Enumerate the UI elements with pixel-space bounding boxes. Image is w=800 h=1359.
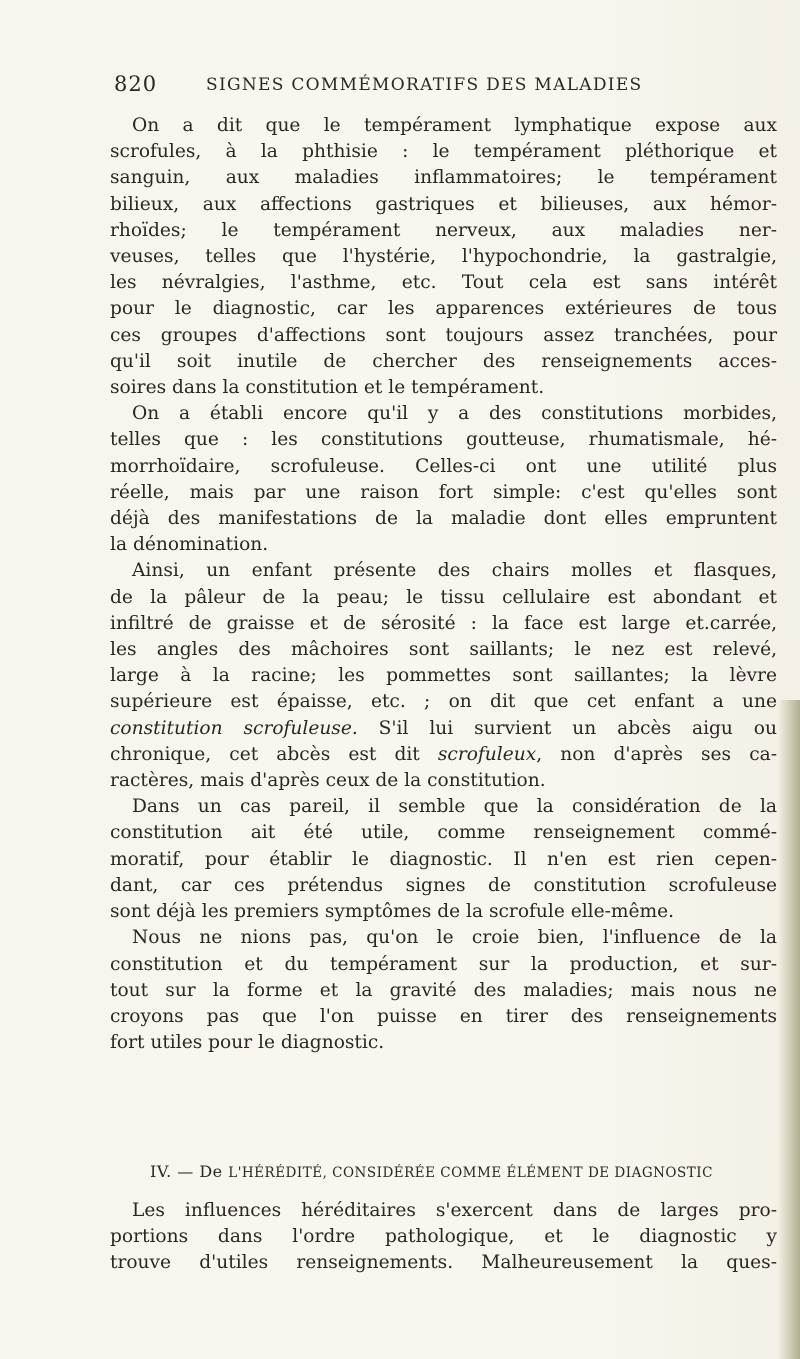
text-line: déjà des manifestations de la maladie dont elles empruntent (110, 508, 777, 530)
text-line: On a établi encore qu'il y a des constitutions morbides, (132, 403, 777, 425)
text-line: fort utiles pour le diagnostic. (110, 1032, 385, 1054)
text-line: croyons pas que l'on puisse en tirer des renseignements (110, 1005, 777, 1027)
text-line: large à la racine; les pommettes sont saillantes; la lèvre (110, 665, 777, 687)
text-line: pour le diagnostic, car les apparences extérieures de tous (110, 298, 777, 320)
text-line: infiltré de graisse et de sérosité : la face est large et.carrée, (110, 612, 777, 634)
italic-phrase: constitution scrofuleuse. (110, 717, 358, 739)
paragraph (110, 558, 777, 794)
paragraph (110, 925, 777, 1056)
paragraph (110, 1198, 777, 1277)
paragraph (110, 113, 777, 401)
text-line: les angles des mâchoires sont saillants; le nez est relevé, (110, 639, 777, 661)
running-title: SIGNES COMMÉMORATIFS DES MALADIES (206, 75, 643, 95)
text-line: constitution et du tempérament sur la production, et sur- (110, 953, 777, 975)
section-dash: — (171, 1162, 200, 1181)
text-line: supérieure est épaisse, etc. ; on dit que cet enfant a une (110, 691, 777, 713)
text-line: constitution ait été utile, comme renseignement commé- (110, 822, 777, 844)
text-line: moratif, pour établir le diagnostic. Il n'en est rien cepen- (110, 848, 777, 870)
paragraph (110, 401, 777, 558)
text-line: Les influences héréditaires s'exercent dans de larges pro- (132, 1200, 777, 1221)
text-line: On a dit que le tempérament lymphatique expose aux (132, 115, 777, 136)
text-line: veuses, telles que l'hystérie, l'hypochondrie, la gastralgie, (110, 246, 777, 268)
text-line: réelle, mais par une raison fort simple: c'est qu'elles sont (110, 481, 777, 503)
page-edge-shadow (778, 700, 800, 1359)
text-line: tout sur la forme et la gravité des maladies; mais nous ne (110, 979, 777, 1001)
text-line: les névralgies, l'asthme, etc. Tout cela est sans intérêt (110, 272, 777, 294)
text-line: portions dans l'ordre pathologique, et le diagnostic y (110, 1226, 777, 1248)
section-heading (150, 1162, 713, 1181)
section-number: IV. (150, 1162, 172, 1181)
text-fragment: , non d'après ses ca- (536, 743, 777, 765)
text-line: de la pâleur de la peau; le tissu cellulaire est abondant et (110, 586, 777, 608)
text-line: Nous ne nions pas, qu'on le croie bien, l'influence de la (132, 927, 777, 949)
text-line: Ainsi, un enfant présente des chairs molles et flasques, (132, 560, 777, 582)
text-line: qu'il soit inutile de chercher des renseignements acces- (110, 350, 777, 372)
section-body (110, 1198, 777, 1277)
text-line: Dans un cas pareil, il semble que la considération de la (132, 796, 777, 818)
text-line: la dénomination. (110, 534, 269, 556)
text-line: bilieux, aux affections gastriques et bilieuses, aux hémor- (110, 193, 777, 215)
body-text (110, 113, 777, 1056)
text-line: telles que : les constitutions goutteuse, rhumatismale, hé- (110, 429, 777, 451)
text-line: rhoïdes; le tempérament nerveux, aux maladies ner- (110, 219, 777, 241)
text-line (110, 716, 777, 742)
text-line: ces groupes d'affections sont toujours assez tranchées, pour (110, 324, 777, 346)
section-title-initial: De (199, 1162, 229, 1181)
text-line (110, 742, 777, 768)
text-line: trouve d'utiles renseignements. Malheureusement la ques- (110, 1252, 777, 1274)
text-line: morrhoïdaire, scrofuleuse. Celles-ci ont une utilité plus (110, 455, 777, 477)
italic-word: scrofuleux (437, 743, 537, 765)
page-header (114, 72, 774, 102)
text-line: sont déjà les premiers symptômes de la scrofule elle-même. (110, 901, 675, 923)
text-line: ractères, mais d'après ceux de la constitution. (110, 770, 546, 792)
text-fragment: S'il lui survient un abcès aigu ou (357, 717, 777, 739)
page-number: 820 (114, 72, 158, 96)
section-title: L'HÉRÉDITÉ, CONSIDÉRÉE COMME ÉLÉMENT DE DIAGNOSTIC (228, 1165, 713, 1181)
text-line: sanguin, aux maladies inflammatoires; le tempérament (110, 167, 777, 189)
text-line: scrofules, à la phthisie : le tempérament pléthorique et (110, 141, 777, 163)
paragraph (110, 794, 777, 925)
text-fragment: chronique, cet abcès est dit (110, 743, 438, 765)
text-line: soires dans la constitution et le tempérament. (110, 377, 545, 399)
text-line: dant, car ces prétendus signes de constitution scrofuleuse (110, 874, 777, 896)
